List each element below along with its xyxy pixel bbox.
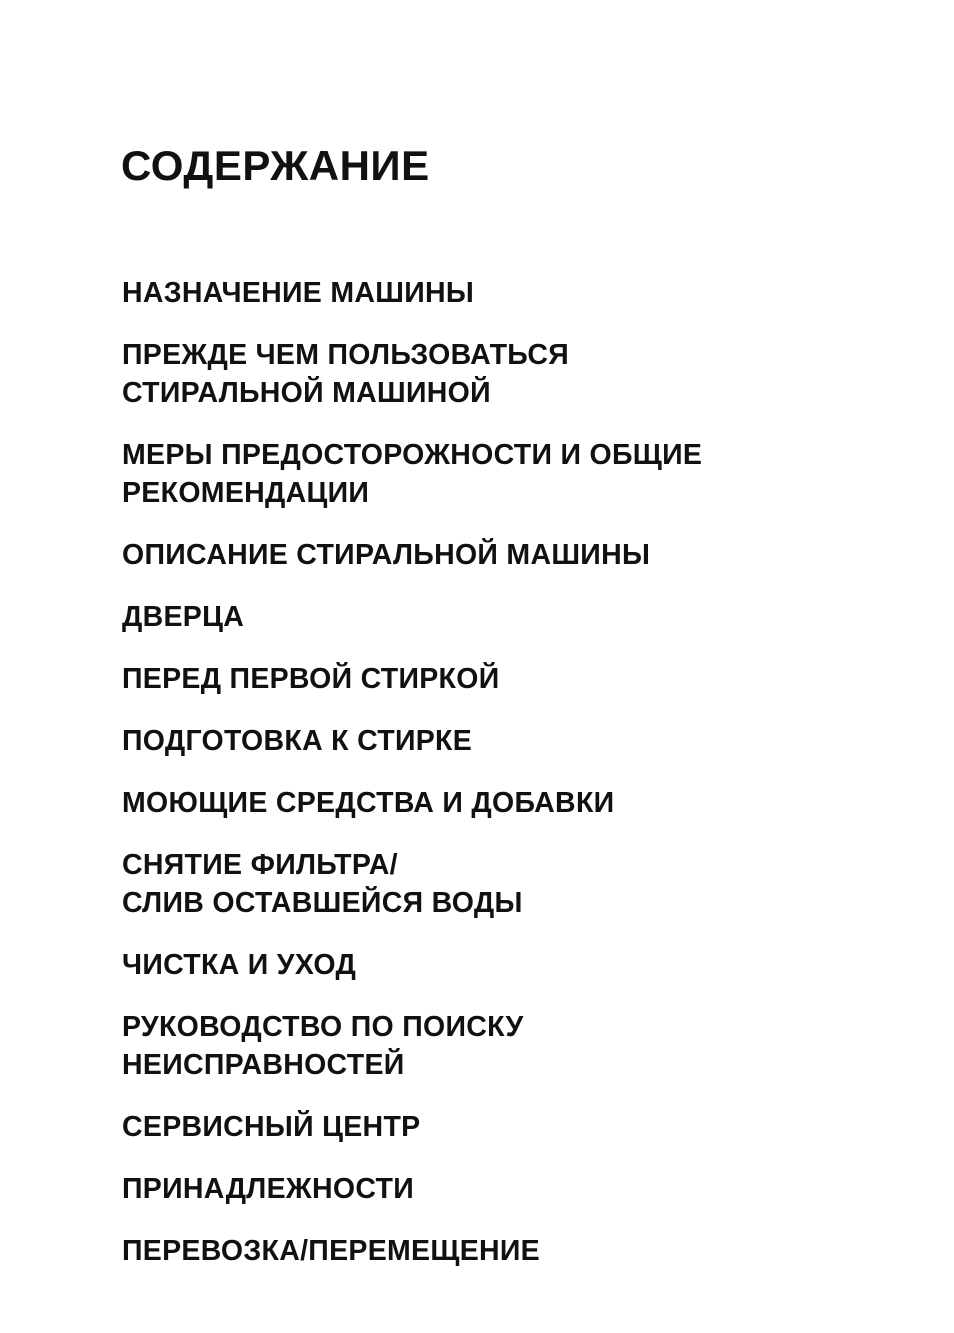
toc-entry — [122, 274, 702, 312]
toc-entry-line: ПЕРЕД ПЕРВОЙ СТИРКОЙ — [122, 663, 500, 695]
toc-entry-line: МОЮЩИЕ СРЕДСТВА И ДОБАВКИ — [122, 787, 615, 819]
toc-entry-line: ЧИСТКА И УХОД — [122, 949, 357, 981]
toc-entry-line: ПРИНАДЛЕЖНОСТИ — [122, 1173, 414, 1205]
page-title: СОДЕРЖАНИЕ — [121, 142, 430, 189]
toc-entry-line: ПЕРЕВОЗКА/ПЕРЕМЕЩЕНИЕ — [122, 1235, 540, 1267]
toc-entry-line: МЕРЫ ПРЕДОСТОРОЖНОСТИ И ОБЩИЕ — [122, 439, 703, 471]
toc-entry-line: РУКОВОДСТВО ПО ПОИСКУ — [122, 1011, 524, 1043]
toc-entry — [122, 1008, 702, 1084]
toc-entry — [122, 436, 702, 512]
toc-entry-line: ОПИСАНИЕ СТИРАЛЬНОЙ МАШИНЫ — [122, 539, 651, 571]
toc-entry — [122, 1232, 702, 1270]
toc-entry — [122, 536, 702, 574]
table-of-contents — [122, 274, 702, 1294]
toc-entry-line: СНЯТИЕ ФИЛЬТРА/ — [122, 849, 398, 881]
toc-entry — [122, 784, 702, 822]
toc-entry — [122, 846, 702, 922]
toc-entry-line: СЛИВ ОСТАВШЕЙСЯ ВОДЫ — [122, 887, 523, 919]
toc-entry — [122, 722, 702, 760]
toc-entry — [122, 598, 702, 636]
toc-entry-line: ПОДГОТОВКА К СТИРКЕ — [122, 725, 473, 757]
toc-entry — [122, 946, 702, 984]
toc-entry-line: НАЗНАЧЕНИЕ МАШИНЫ — [122, 277, 475, 309]
toc-entry-line: ДВЕРЦА — [122, 601, 245, 633]
toc-entry-line: СТИРАЛЬНОЙ МАШИНОЙ — [122, 377, 491, 409]
toc-entry — [122, 1108, 702, 1146]
toc-entry-line: НЕИСПРАВНОСТЕЙ — [122, 1049, 405, 1081]
toc-entry — [122, 336, 702, 412]
toc-entry-line: РЕКОМЕНДАЦИИ — [122, 477, 370, 509]
toc-entry-line: СЕРВИСНЫЙ ЦЕНТР — [122, 1111, 421, 1143]
toc-entry-line: ПРЕЖДЕ ЧЕМ ПОЛЬЗОВАТЬСЯ — [122, 339, 570, 371]
toc-entry — [122, 660, 702, 698]
toc-entry — [122, 1170, 702, 1208]
